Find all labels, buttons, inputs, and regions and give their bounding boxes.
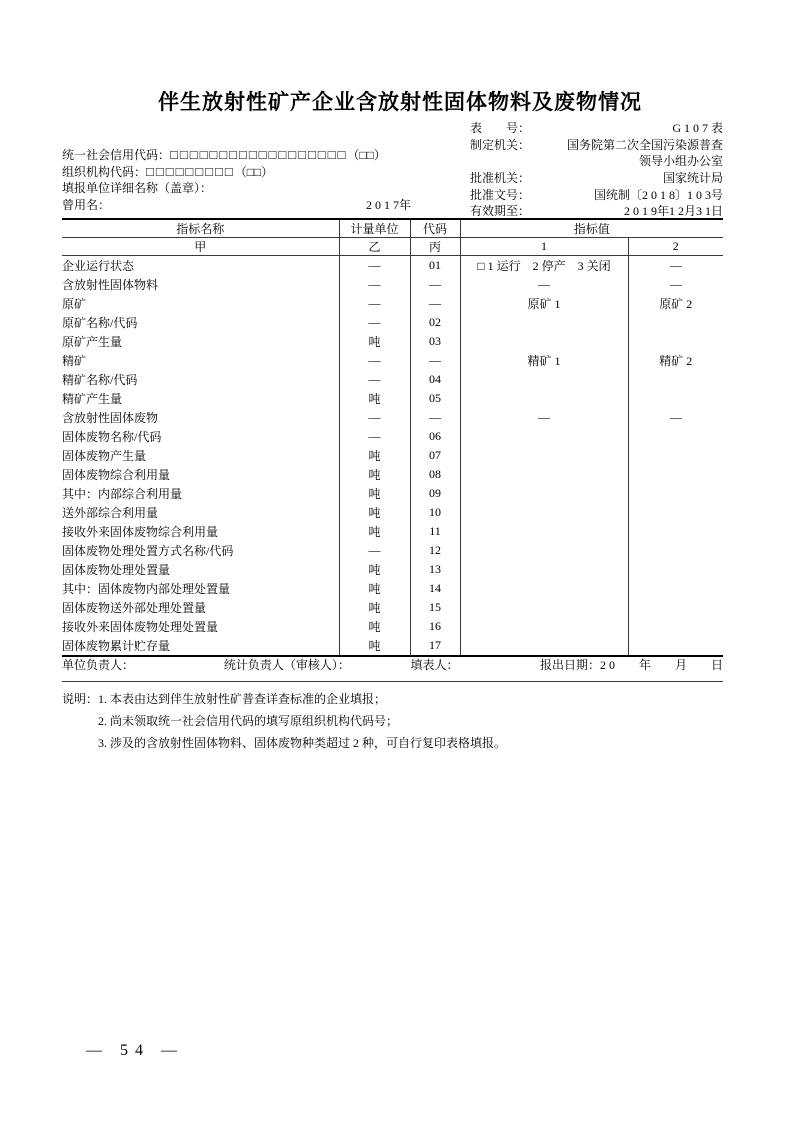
indicator-name-cell: 原矿名称/代码	[62, 316, 138, 330]
maker-value-line1: 国务院第二次全国污染源普查	[566, 138, 723, 152]
note-item: 2. 尚未领取统一社会信用代码的填写原组织机构代码号；	[98, 714, 399, 728]
value-cell-2: —	[628, 256, 723, 276]
value-cell-1	[460, 332, 628, 351]
org-code-boxes: □□□□□□□□□	[146, 164, 235, 179]
unit-cell: —	[339, 541, 410, 560]
unit-cell: 吨	[339, 484, 410, 503]
value-cell-1	[460, 313, 628, 332]
indicator-name-cell: 固体废物送外部处理处置量	[62, 601, 207, 615]
value-cell-1	[460, 636, 628, 656]
table-row	[62, 541, 723, 560]
code-cell: 06	[410, 427, 460, 446]
unit-cell: 吨	[339, 446, 410, 465]
form-filler-label: 填表人：	[410, 658, 459, 672]
value-cell-1	[460, 579, 628, 598]
org-code-row	[62, 164, 273, 180]
code-cell: 14	[410, 579, 460, 598]
table-row	[62, 408, 723, 427]
value-cell-2	[628, 370, 723, 389]
code-cell: 08	[410, 465, 460, 484]
indicator-table	[62, 218, 723, 657]
table-row	[62, 313, 723, 332]
value-cell-2	[628, 446, 723, 465]
doc-no-label: 批准文号：	[470, 188, 531, 202]
code-cell: —	[410, 275, 460, 294]
unit-cell: —	[339, 427, 410, 446]
valid-until-row	[470, 204, 723, 219]
unit-cell: 吨	[339, 598, 410, 617]
table-row	[62, 370, 723, 389]
unit-name-label: 填报单位详细名称（盖章）：	[62, 181, 213, 195]
value-cell-1	[460, 427, 628, 446]
value-cell-1	[460, 503, 628, 522]
form-title: 伴生放射性矿产企业含放射性固体物料及废物情况	[158, 90, 642, 114]
code-cell: 16	[410, 617, 460, 636]
doc-no-row	[470, 188, 723, 203]
code-cell: 02	[410, 313, 460, 332]
indicator-name-cell: 固体废物综合利用量	[62, 468, 171, 482]
value-cell-1: 原矿 1	[460, 294, 628, 313]
header-indicator-value: 指标值	[460, 219, 723, 238]
value-cell-2	[628, 541, 723, 560]
value-cell-1	[460, 465, 628, 484]
maker-label: 制定机关：	[470, 138, 531, 152]
credit-code-suffix: （□□）	[347, 148, 386, 162]
value-cell-1: —	[460, 408, 628, 427]
unit-cell: 吨	[339, 617, 410, 636]
header-indicator-name: 指标名称	[62, 219, 339, 238]
code-cell: —	[410, 351, 460, 370]
table-row	[62, 351, 723, 370]
code-cell: 05	[410, 389, 460, 408]
value-cell-2	[628, 598, 723, 617]
value-cell-1	[460, 617, 628, 636]
unit-cell: 吨	[339, 560, 410, 579]
form-no-label: 表 号：	[470, 121, 531, 135]
value-cell-1	[460, 541, 628, 560]
value-cell-1: —	[460, 275, 628, 294]
org-code-suffix: （□□）	[234, 165, 274, 179]
indicator-name-cell: 固体废物处理处置方式名称/代码	[62, 544, 234, 558]
indicator-name-cell: 精矿名称/代码	[62, 373, 138, 387]
indicator-name-cell: 固体废物处理处置量	[62, 563, 171, 577]
table-row	[62, 560, 723, 579]
table-header-row-1	[62, 219, 723, 238]
value-cell-2	[628, 522, 723, 541]
code-cell: 13	[410, 560, 460, 579]
header-yi: 乙	[339, 238, 410, 256]
indicator-name-cell: 含放射性固体物料	[62, 278, 159, 292]
value-cell-1	[460, 560, 628, 579]
value-cell-2: —	[628, 275, 723, 294]
table-row	[62, 446, 723, 465]
code-cell: 01	[410, 256, 460, 276]
table-row	[62, 503, 723, 522]
code-cell: 07	[410, 446, 460, 465]
table-row	[62, 389, 723, 408]
doc-no-value: 国统制〔2 0 1 8〕1 0 3号	[593, 188, 723, 202]
code-cell: 04	[410, 370, 460, 389]
header-bing: 丙	[410, 238, 460, 256]
table-row	[62, 465, 723, 484]
valid-until-value: 2 0 1 9年1 2月3 1日	[623, 204, 723, 218]
table-row	[62, 275, 723, 294]
table-row	[62, 579, 723, 598]
code-cell: 12	[410, 541, 460, 560]
stat-head-label: 统计负责人（审核人）：	[223, 658, 350, 672]
table-body	[62, 256, 723, 657]
form-no-value: G 1 0 7 表	[672, 121, 723, 135]
value-cell-1	[460, 598, 628, 617]
form-no-row	[470, 121, 723, 136]
value-cell-2: 原矿 2	[628, 294, 723, 313]
table-row	[62, 427, 723, 446]
code-cell: 10	[410, 503, 460, 522]
indicator-name-cell: 固体废物产生量	[62, 449, 147, 463]
value-cell-2	[628, 313, 723, 332]
indicator-name-cell: 原矿产生量	[62, 335, 123, 349]
table-row	[62, 617, 723, 636]
org-code-label: 组织机构代码：	[62, 165, 147, 179]
maker-row-line2	[470, 154, 723, 169]
indicator-name-cell: 含放射性固体废物	[62, 411, 159, 425]
code-cell: 03	[410, 332, 460, 351]
value-cell-2	[628, 427, 723, 446]
unit-cell: 吨	[339, 522, 410, 541]
code-cell: 15	[410, 598, 460, 617]
value-cell-2	[628, 503, 723, 522]
indicator-name-cell: 精矿产生量	[62, 392, 123, 406]
value-cell-2	[628, 389, 723, 408]
unit-cell: 吨	[339, 579, 410, 598]
value-cell-2	[628, 465, 723, 484]
page-number: — 54 —	[86, 1042, 184, 1059]
unit-cell: —	[339, 294, 410, 313]
indicator-name-cell: 固体废物名称/代码	[62, 430, 162, 444]
unit-cell: —	[339, 370, 410, 389]
former-name-label: 曾用名：	[62, 198, 111, 212]
indicator-name-cell: 原矿	[62, 297, 87, 311]
maker-value-line2: 领导小组办公室	[638, 154, 723, 168]
unit-cell: 吨	[339, 465, 410, 484]
report-date-label: 报出日期：2 0 年 月 日	[540, 658, 724, 672]
value-cell-1	[460, 389, 628, 408]
unit-cell: —	[339, 256, 410, 276]
unit-cell: —	[339, 313, 410, 332]
table-row	[62, 294, 723, 313]
credit-code-label: 统一社会信用代码：	[62, 148, 171, 162]
header-col-2: 2	[628, 238, 723, 256]
indicator-name-cell: 其中：固体废物内部处理处置量	[62, 582, 231, 596]
value-cell-2	[628, 484, 723, 503]
code-cell: 09	[410, 484, 460, 503]
credit-code-boxes: □□□□□□□□□□□□□□□□□□	[170, 147, 348, 162]
code-cell: —	[410, 408, 460, 427]
value-cell-2	[628, 332, 723, 351]
value-cell-1: □ 1 运行 2 停产 3 关闭	[460, 256, 628, 276]
maker-row	[470, 138, 723, 153]
indicator-name-cell: 企业运行状态	[62, 259, 135, 273]
unit-cell: 吨	[339, 636, 410, 656]
table-row	[62, 256, 723, 276]
unit-cell: —	[339, 408, 410, 427]
signature-row	[62, 658, 723, 682]
value-cell-1	[460, 484, 628, 503]
table-header-row-2	[62, 238, 723, 256]
approver-value: 国家统计局	[662, 171, 723, 185]
notes-block	[62, 688, 506, 754]
code-cell: —	[410, 294, 460, 313]
code-cell: 11	[410, 522, 460, 541]
table-row	[62, 636, 723, 656]
unit-head-label: 单位负责人：	[62, 658, 135, 672]
unit-cell: —	[339, 275, 410, 294]
table-row	[62, 522, 723, 541]
header-code: 代码	[410, 219, 460, 238]
value-cell-1	[460, 370, 628, 389]
valid-until-label: 有效期至：	[470, 204, 531, 218]
unit-cell: 吨	[339, 389, 410, 408]
indicator-name-cell: 固体废物累计贮存量	[62, 639, 171, 653]
credit-code-row	[62, 147, 386, 163]
indicator-name-cell: 接收外来固体废物处理处置量	[62, 620, 219, 634]
value-cell-2: —	[628, 408, 723, 427]
approver-label: 批准机关：	[470, 171, 531, 185]
header-jia: 甲	[62, 238, 339, 256]
table-row	[62, 598, 723, 617]
header-col-1: 1	[460, 238, 628, 256]
value-cell-2	[628, 617, 723, 636]
notes-lines	[98, 688, 506, 754]
indicator-name-cell: 精矿	[62, 354, 87, 368]
indicator-name-cell: 接收外来固体废物综合利用量	[62, 525, 219, 539]
value-cell-1: 精矿 1	[460, 351, 628, 370]
note-item: 1. 本表由达到伴生放射性矿普查详查标准的企业填报；	[98, 692, 387, 706]
value-cell-1	[460, 446, 628, 465]
note-item: 3. 涉及的含放射性固体物料、固体废物种类超过 2 种，可自行复印表格填报。	[98, 736, 507, 750]
unit-cell: 吨	[339, 503, 410, 522]
code-cell: 17	[410, 636, 460, 656]
value-cell-2	[628, 579, 723, 598]
header-unit: 计量单位	[339, 219, 410, 238]
indicator-name-cell: 其中：内部综合利用量	[62, 487, 183, 501]
indicator-name-cell: 送外部综合利用量	[62, 506, 159, 520]
unit-cell: 吨	[339, 332, 410, 351]
approver-row	[470, 171, 723, 186]
table-row	[62, 332, 723, 351]
value-cell-2: 精矿 2	[628, 351, 723, 370]
value-cell-2	[628, 560, 723, 579]
value-cell-2	[628, 636, 723, 656]
unit-cell: —	[339, 351, 410, 370]
table-row	[62, 484, 723, 503]
notes-label: 说明：	[62, 692, 99, 706]
value-cell-1	[460, 522, 628, 541]
report-year: 2 0 1 7年	[366, 198, 412, 212]
